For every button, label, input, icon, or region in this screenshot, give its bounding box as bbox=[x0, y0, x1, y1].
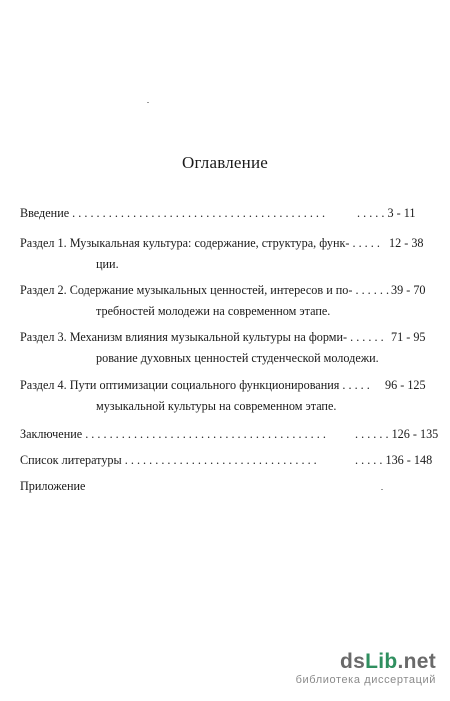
toc-pages-section-2: 39 - 70 bbox=[391, 283, 426, 297]
toc-entry-section-4: Раздел 4. Пути оптимизации социального функционирования . . . . . bbox=[20, 378, 370, 392]
toc-title: Оглавление bbox=[182, 153, 268, 172]
toc-entry-section-4-continuation: музыкальной культуры на современном этапе. bbox=[96, 399, 337, 413]
scan-speck bbox=[147, 102, 149, 103]
toc-entry-conclusion: Заключение . . . . . . . . . . . . . . . . . . . . . . . . . . . . . . . . . . . . . . . . bbox=[20, 427, 326, 441]
toc-entry-section-3-continuation: рование духовных ценностей студенческой молодежи. bbox=[96, 351, 379, 365]
toc-entry-bibliography: Список литературы . . . . . . . . . . . . . . . . . . . . . . . . . . . . . . . . bbox=[20, 453, 317, 467]
scan-speck bbox=[381, 489, 383, 490]
toc-entry-appendix: Приложение bbox=[20, 479, 86, 493]
logo-ds-text: ds bbox=[339, 650, 366, 673]
toc-entry-section-1: Раздел 1. Музыкальная культура: содержание, структура, функ- . . . . . bbox=[20, 236, 380, 250]
toc-entry-section-2-continuation: требностей молодежи на современном этапе. bbox=[96, 304, 331, 318]
toc-pages-intro: . . . . . 3 - 11 bbox=[357, 206, 416, 220]
toc-pages-section-4: 96 - 125 bbox=[385, 378, 426, 392]
toc-entry-section-3: Раздел 3. Механизм влияния музыкальной культуры на форми- . . . . . . bbox=[20, 330, 384, 344]
toc-pages-bibliography: . . . . . 136 - 148 bbox=[355, 453, 433, 467]
dslib-subtitle: библиотека диссертаций bbox=[295, 674, 436, 686]
toc-pages-conclusion: . . . . . . 126 - 135 bbox=[355, 427, 439, 441]
logo-net-text: .net bbox=[397, 650, 436, 673]
logo-lib-text: Lib bbox=[365, 650, 398, 673]
toc-entry-section-2: Раздел 2. Содержание музыкальных ценностей, интересов и по- . . . . . . bbox=[20, 283, 389, 297]
toc-pages-section-3: 71 - 95 bbox=[391, 330, 426, 344]
toc-entry-intro: Введение . . . . . . . . . . . . . . . . . . . . . . . . . . . . . . . . . . . . . . . . . . bbox=[20, 206, 326, 220]
toc-entry-section-1-continuation: ции. bbox=[96, 257, 119, 271]
toc-pages-section-1: 12 - 38 bbox=[389, 236, 424, 250]
dslib-logo bbox=[296, 651, 436, 673]
dslib-watermark bbox=[296, 651, 436, 686]
